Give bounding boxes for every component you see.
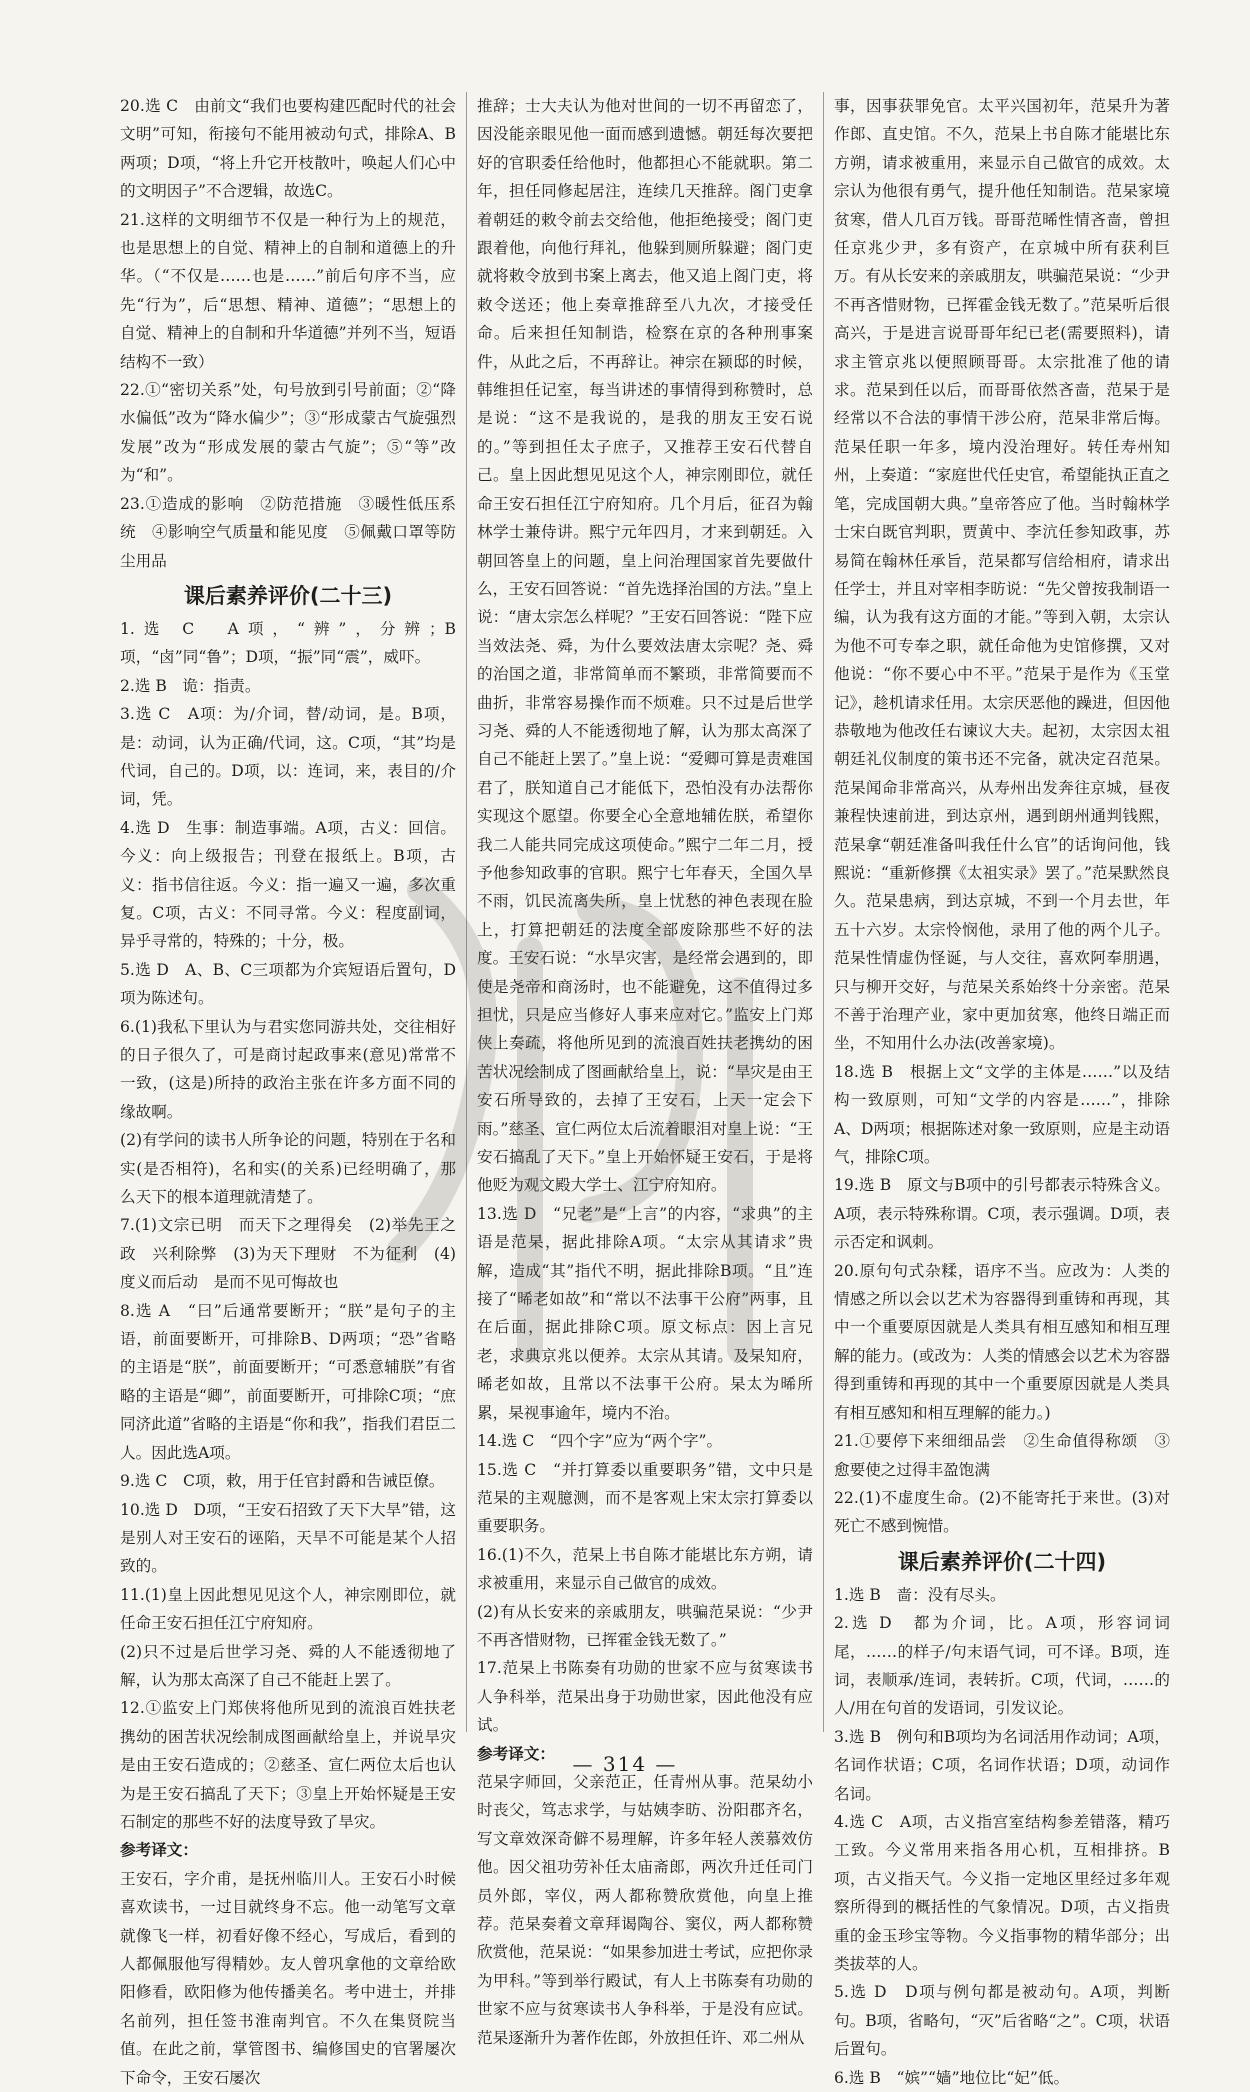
column-left [110, 92, 466, 2087]
page-number: — 314 — [572, 1752, 678, 1776]
answer-19: 19.选 B 原文与B项中的引号都表示特殊含义。A项，表示特殊称谓。C项，表示强调。D项，表示否定和讽刺。 [834, 1176, 1170, 1252]
answer-18: 18.选 B 根据上文“文学的主体是……”以及结构一致原则，可知“文学的内容是……”，排除A、D两项；根据陈述对象一致原则，应是主动语气，排除C项。 [834, 1062, 1170, 1167]
answer-5-b: 5.选 D D项与例句都是被动句。A项，判断句。B项，省略句，“灭”后省略“之”。C项，状语后置句。 [834, 1983, 1170, 2059]
answer-5: 5.选 D A、B、C三项都为介宾短语后置句，D项为陈述句。 [120, 960, 456, 1008]
answer-15: 15.选 C “并打算委以重要职务”错，文中只是范杲的主观臆测，而不是客观上宋太宗打算委以重要职务。 [477, 1460, 813, 1536]
answer-22-b: 22.(1)不虚度生命。(2)不能寄托于来世。(3)对死亡不感到惋惜。 [834, 1488, 1170, 1536]
answer-2: 2.选 B 诡：指责。 [120, 676, 261, 695]
answer-10: 10.选 D D项，“王安石招致了天下大旱”错，这是别人对王安石的诬陷，天旱不可能是某个人招致的。 [120, 1500, 456, 1576]
translation-text-continued: 推辞；士大夫认为他对世间的一切不再留恋了，因没能亲眼见他一面而感到遗憾。朝廷每次要把好的官职委任给他时，他都担心不能就职。第二年，担任同修起居注，连续几天推辞。阁门吏拿着朝廷的敕令前去交给他，他拒绝接受；阁门吏跟着他，向他行拜礼，他躲到厕所躲避；阁门吏就将敕令放到书案上离去，他又追上阁门吏，将敕令送还；他上奏章推辞至八九次，才接受任命。后来担任知制诰，检察在京的各种刑事案件，从此之后，不再辞让。神宗在颍邸的时候，韩维担任记室，每当讲述的事情得到称赞时，总是说：“这不是我说的，是我的朋友王安石说的。”等到担任太子庶子，又推荐王安石代替自己。皇上因此想见见这个人，神宗刚即位，就任命王安石担任江宁府知府。几个月后，征召为翰林学士兼侍讲。熙宁元年四月，才来到朝廷。入朝回答皇上的问题，皇上问治理国家首先要做什么，王安石回答说：“首先选择治国的方法。”皇上说：“唐太宗怎么样呢？”王安石回答说：“陛下应当效法尧、舜，为什么要效法唐太宗呢？尧、舜的治国之道，非常简单而不繁琐，非常简要而不曲折，非常容易操作而不烦难。只不过是后世学习尧、舜的人不能透彻地了解，认为那太高深了自己不能赶上罢了。”皇上说：“爱卿可算是责难国君了，朕知道自己才能低下，恐怕没有办法帮你实现这个愿望。你要全心全意地辅佐朕，希望你我二人能共同完成这项使命。”熙宁二年二月，授予他参知政事的官职。熙宁七年春天，全国久旱不雨，饥民流离失所，皇上忧愁的神色表现在脸上，打算把朝廷的法度全部废除那些不好的法度。王安石说：“水旱灾害，是经常会遇到的，即使是尧帝和商汤时，也不能避免，这不值得过多担忧，只是应当修好人事来应对它。”监安上门郑侠上奏疏，将他所见到的流浪百姓扶老携幼的困苦状况绘制成了图画献给皇上，说：“旱灾是由王安石所导致的，去掉了王安石，上天一定会下雨。”慈圣、宣仁两位太后流着眼泪对皇上说：“王安石搞乱了天下。”皇上开始怀疑王安石，于是将他贬为观文殿大学士、江宁府知府。 [477, 97, 813, 1195]
translation-text-2-continued: 事，因事获罪免官。太平兴国初年，范杲升为著作郎、直史馆。不久，范杲上书自陈才能堪比东方朔，请求被重用，来显示自己做官的成效。太宗认为他很有勇气，提升他任知制诰。范杲家境贫寒，借人几百万钱。哥哥范晞性情吝啬，曾担任京兆少尹，多有资产，在京城中所有获利巨万。有从长安来的亲戚朋友，哄骗范杲说：“少尹不再吝惜财物，已挥霍金钱无数了。”范杲听后很高兴，于是进言说哥哥年纪已老(需要照料)，请求主管京兆以便照顾哥哥。太宗批准了他的请求。范杲到任以后，而哥哥依然吝啬，范杲于是经常以不合法的事情干涉公府，范杲非常后悔。范杲任职一年多，境内没治理好。转任寿州知州，上奏道：“家庭世代任史官，希望能执正直之笔，完成国朝大典。”皇帝答应了他。当时翰林学士宋白既官判职，贾黄中、李沆任参知政事，苏易简在翰林任承旨，范杲都写信给相府，请求出任学士，并且对宰相李昉说：“先父曾按我制语一编，认为我有这方面的才能。”等到入朝，太宗认为他不可专奉之职，就任命他为史馆修撰，又对他说：“你不要心中不平。”范杲于是作为《玉堂记》，趁机请求任用。太宗厌恶他的躁进，但因他恭敬地为他改任右谏议大夫。起初，太宗因太祖朝廷礼仪制度的策书还不完备，就决定召范杲。范杲闻命非常高兴，从寿州出发奔往京城，昼夜兼程快速前进，到达京州，遇到朗州通判钱熙，范杲拿“朝廷准备叫我任什么官”的话询问他，钱熙说：“重新修撰《太祖实录》罢了。”范杲默然良久。范杲患病，到达京城，不到一个月去世，年五十六岁。太宗怜悯他，录用了他的两个儿子。范杲性情虚伪怪诞，与人交往，喜欢阿奉朋遇，只与柳开交好，与范杲关系始终十分亲密。范杲不善于治理产业，家中更加贫寒，他终日端正而坐，不知用什么办法(改善家境)。 [834, 97, 1170, 1053]
column-right [823, 92, 1180, 2087]
answer-7: 7.(1)文宗已明 而天下之理得矣 (2)举先王之政 兴利除弊 (3)为天下理财 不为征利 (4)度义而后动 是而不见可悔故也 [120, 1216, 456, 1292]
answer-6-b: 6.选 B “嫔”“嫱”地位比“妃”低。 [834, 2068, 1070, 2087]
answer-12: 12.①监安上门郑侠将他所见到的流浪百姓扶老携幼的困苦状况绘制成图画献给皇上，并说旱灾是由王安石造成的；②慈圣、宣仁两位太后也认为是王安石搞乱了天下；③皇上开始怀疑是王安石制定的那些不好的法度导致了旱灾。 [120, 1699, 456, 1831]
answer-1: 1.选 C A项，“辨”，分辨；B项，“卤”同“鲁”；D项，“振”同“震”，威吓。 [120, 619, 456, 667]
answer-20-b: 20.原句句式杂糅，语序不当。应改为：人类的情感之所以会以艺术为容器得到重铸和再现，其中一个重要原因就是人类具有相互感知和相互理解的能力。(或改为：人类的情感会以艺术为容器得到重铸和再现的其中一个重要原因就是人类具有相互感知和相互理解的能力。) [834, 1261, 1170, 1422]
reference-translation-heading-2: 参考译文： [477, 1744, 555, 1763]
section-title-24: 课后素养评价(二十四) [897, 1549, 1107, 1574]
answer-6: 6.(1)我私下里认为与君实您同游共处，交往相好的日子很久了，可是商讨起政事来(意见)常常不一致，(这是)所持的政治主张在许多方面不同的缘故啊。 [120, 1017, 456, 1121]
answer-4: 4.选 D 生事：制造事端。A项，古义：回信。今义：向上级报告；刊登在报纸上。B项，古义：指书信往返。今义：指一遍又一遍，多次重复。C项，古义：不同寻常。今义：程度副词，异乎寻常的，特殊的；十分，极。 [120, 818, 456, 951]
answer-22: 22.①“密切关系”处，句号放到引号前面；②“降水偏低”改为“降水偏少”；③“形成蒙古气旋强烈发展”改为“形成发展的蒙古气旋”；⑤“等”改为“和”。 [120, 381, 456, 485]
answer-4-b: 4.选 C A项，古义指宫室结构参差错落，精巧工致。今义常用来指各用心机，互相排挤。B项，古义指天气。今义指一定地区里经过多年观察所得到的概括性的气象情况。D项，古义指贵重的金玉珍宝等物。今义指事物的精华部分；出类拔萃的人。 [834, 1812, 1170, 1973]
answer-16: 16.(1)不久，范杲上书自陈才能堪比东方朔，请求被重用，来显示自己做官的成效。 [477, 1545, 813, 1593]
reference-translation-heading: 参考译文： [120, 1841, 198, 1860]
answer-3: 3.选 C A项：为/介词，替/动词，是。B项，是：动词，认为正确/代词，这。C项，“其”均是代词，自己的。D项，以：连词，来，表目的/介词，凭。 [120, 705, 456, 809]
answer-13: 13.选 D “兄老”是“上言”的内容，“求典”的主语是范杲，据此排除A项。“太宗从其请求”贵解，造成“其”指代不明，据此排除B项。“且”连接了“晞老如故”和“常以不法事干公府”两事，且在后面，据此排除C项。原文标点：因上言兄老，求典京兆以便养。太宗从其请。及杲知府，晞老如故，且常以不法事干公府。杲太为晞所累，杲视事逾年，境内不治。 [477, 1204, 813, 1422]
answer-16-2: (2)有从长安来的亲戚朋友，哄骗范杲说：“少尹不再吝惜财物，已挥霍金钱无数了。” [477, 1602, 813, 1649]
answer-11-2: (2)只不过是后世学习尧、舜的人不能透彻地了解，认为那太高深了自己不能赶上罢了。 [120, 1642, 456, 1689]
answer-2-b: 2.选 D 都为介词，比。A项，形容词词尾，……的样子/句末语气词，可不译。B项，连词，表顺承/连词，表转折。C项，代词，……的人/用在句首的发语词，引发议论。 [834, 1614, 1170, 1718]
translation-text-2: 范杲字师回，父亲范正，任青州从事。范杲幼小时丧父，笃志求学，与姑姨李昉、汾阳郡齐名，写文章效深奇僻不易理解，许多年轻人羡慕效仿他。因父祖功劳补任太庙斋郎，两次升迁任司门员外郎，宰仪，两人都称赞欣赏他，向皇上推荐。范杲奏着文章拜谒陶谷、窦仪，两人都称赞欣赏他，范杲说：“如果参加进士考试，应把你录为甲科。”等到举行殿试，有人上书陈奏有功勋的世家不应与贫寒读书人争科举，于是没有应试。范杲逐渐升为著作佐郎，外放担任许、邓二州从 [477, 1772, 813, 2047]
answer-17: 17.范杲上书陈奏有功勋的世家不应与贫寒读书人争科举，范杲出身于功勋世家，因此他没有应试。 [477, 1659, 813, 1735]
answer-1-b: 1.选 B 啬：没有尽头。 [834, 1585, 1006, 1604]
answer-23: 23.①造成的影响 ②防范措施 ③暖性低压系统 ④影响空气质量和能见度 ⑤佩戴口罩等防尘用品 [120, 494, 456, 570]
answer-11: 11.(1)皇上因此想见见这个人，神宗刚即位，就任命王安石担任江宁府知府。 [120, 1585, 456, 1633]
answer-20: 20.选 C 由前文“我们也要构建匹配时代的社会文明”可知，衔接句不能用被动句式，排除A、B两项；D项，“将上升它开枝散叶，唤起人们心中的文明因子”不合逻辑，故选C。 [120, 97, 456, 201]
answer-14: 14.选 C “四个字”应为“两个字”。 [477, 1432, 723, 1451]
section-title-23: 课后素养评价(二十三) [183, 583, 393, 608]
translation-text: 王安石，字介甫，是抚州临川人。王安石小时候喜欢读书，一过目就终身不忘。他一动笔写文章就像飞一样，初看好像不经心，写成后，看到的人都佩服他写得精妙。友人曾巩拿他的文章给欧阳修看，欧阳修为他传播美名。考中进士，并排名前列，担任签书淮南判官。不久在集贤院当值。在此之前，掌管图书、编修国史的官署屡次下命令，王安石屡次 [120, 1869, 456, 2087]
answer-21: 21.这样的文明细节不仅是一种行为上的规范，也是思想上的自觉、精神上的自制和道德上的升华。（“不仅是……也是……”前后句序不当，应先“行为”，后“思想、精神、道德”；“思想上的自觉、精神上的自制和升华道德”并列不当，短语结构不一致） [120, 210, 456, 371]
answer-21-b: 21.①要停下来细细品尝 ②生命值得称颂 ③愈要使之过得丰盈饱满 [834, 1432, 1170, 1479]
answer-3-b: 3.选 B 例句和B项均为名词活用作动词；A项，名词作状语；C项，名词作状语；D项，动词作名词。 [834, 1727, 1170, 1803]
answer-8: 8.选 A “曰”后通常要断开；“朕”是句子的主语，前面要断开，可排除B、D两项；“恐”省略的主语是“朕”，前面要断开；“可悉意辅朕”有省略的主语是“卿”，前面要断开，可排除C项；“庶同济此道”省略的主语是“你和我”，指我们君臣二人。因此选A项。 [120, 1301, 456, 1462]
answer-9: 9.选 C C项，敕，用于任官封爵和告诫臣僚。 [120, 1472, 445, 1491]
answer-6-2: (2)有学问的读书人所争论的问题，特别在于名和实(是否相符)，名和实(的关系)已经明确了，那么天下的根本道理就清楚了。 [120, 1131, 456, 1207]
